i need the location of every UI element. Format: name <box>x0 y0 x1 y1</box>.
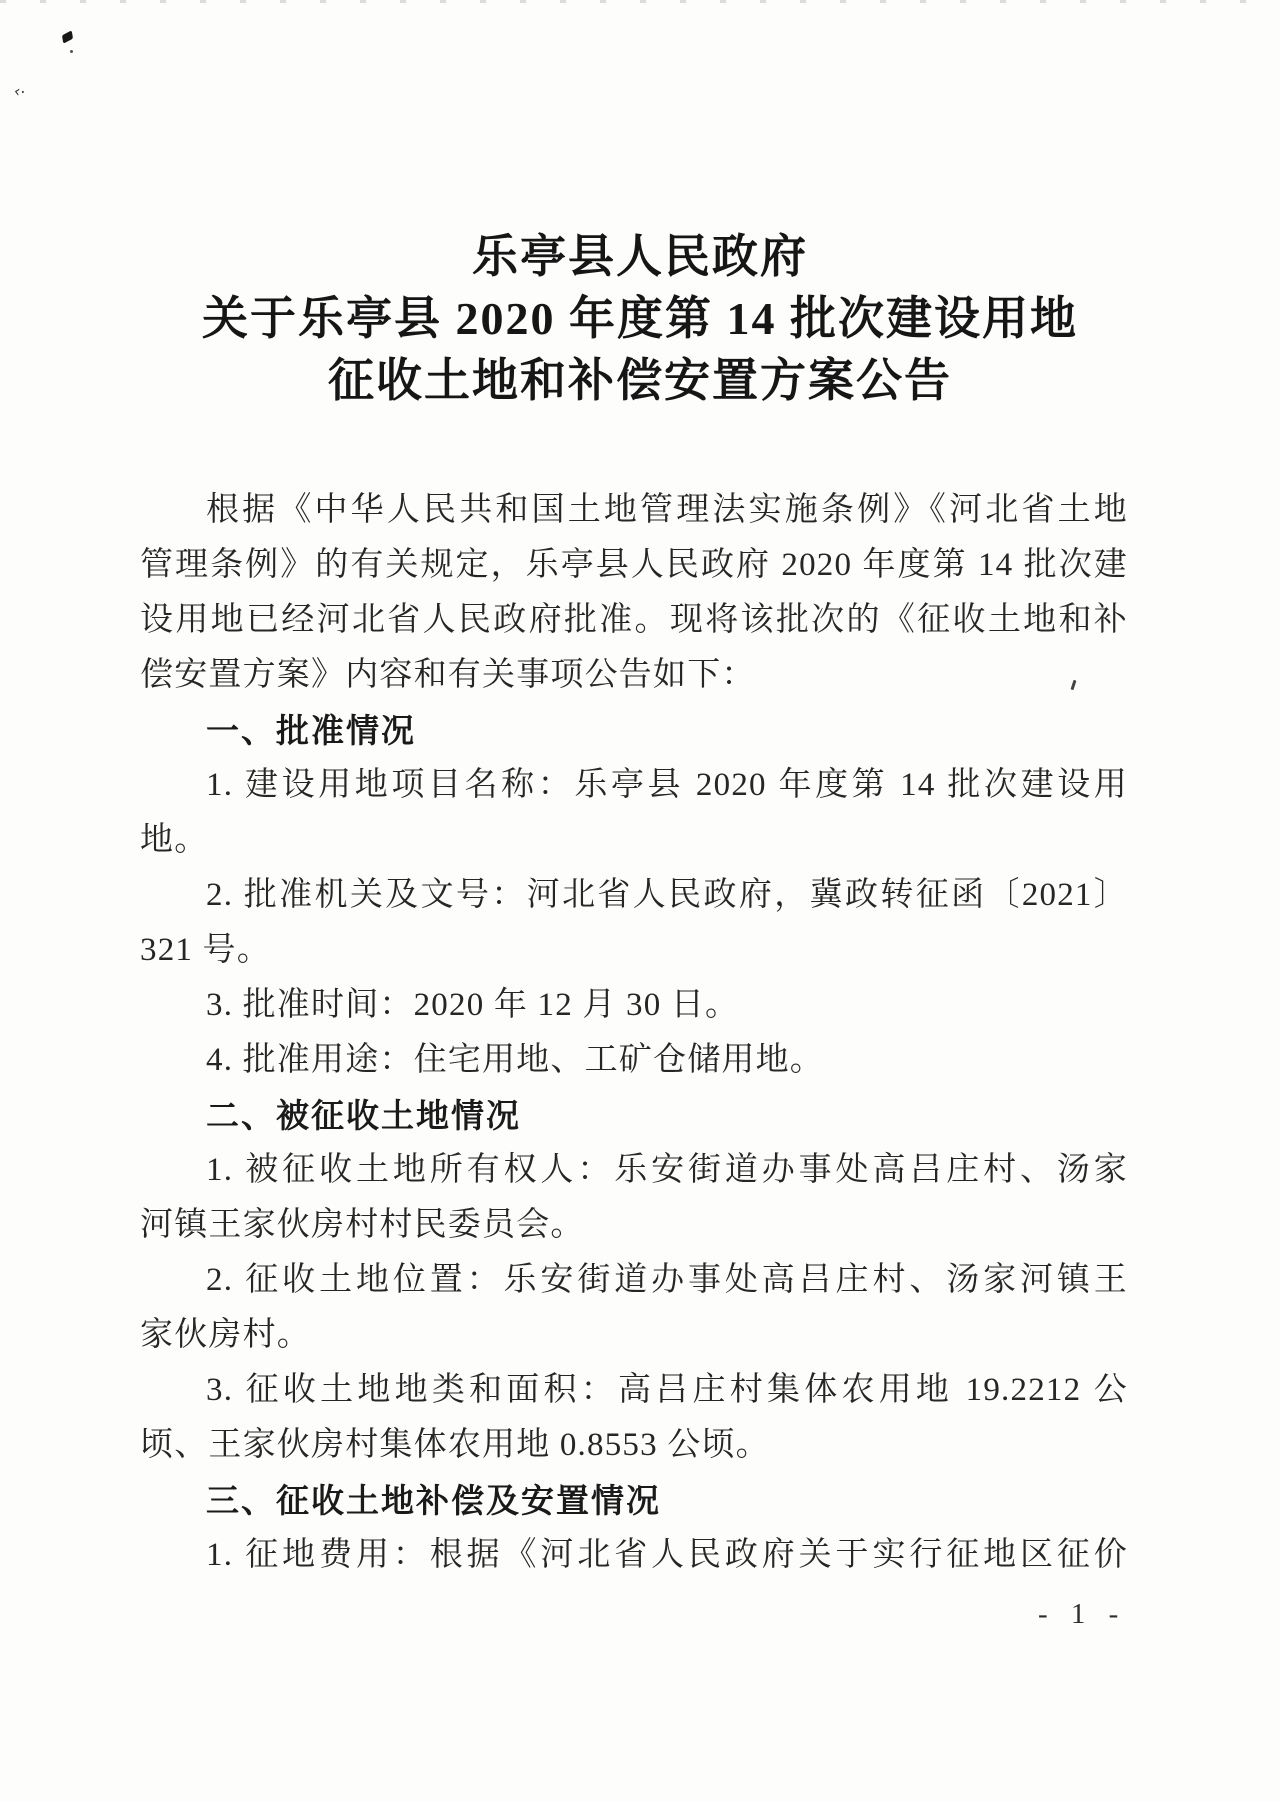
body-line: 河镇王家伙房村村民委员会。 <box>140 1207 585 1243</box>
body-line: 偿安置方案》内容和有关事项公告如下： <box>140 657 756 693</box>
title-line-1: 乐亭县人民政府 <box>472 231 808 282</box>
body-line: 2. 征收土地位置：乐安街道办事处高吕庄村、汤家河镇王 <box>206 1262 1128 1298</box>
body-line: 3. 批准时间：2020 年 12 月 30 日。 <box>206 987 740 1023</box>
document-title <box>0 226 1280 412</box>
scan-speck-icon <box>62 30 73 43</box>
body-heading-line: 二、被征收土地情况 <box>206 1097 521 1134</box>
body-text <box>140 483 1128 1583</box>
body-line: 家伙房村。 <box>140 1317 311 1353</box>
body-line: 设用地已经河北省人民政府批准。现将该批次的《征收土地和补 <box>140 602 1128 638</box>
scan-edge-artifact <box>0 0 1280 3</box>
scan-speck-icon <box>70 50 73 53</box>
body-line: 4. 批准用途：住宅用地、工矿仓储用地。 <box>206 1042 824 1078</box>
title-line-2: 关于乐亭县 2020 年度第 14 批次建设用地 <box>202 293 1078 344</box>
body-line: 1. 建设用地项目名称：乐亭县 2020 年度第 14 批次建设用 <box>206 767 1128 803</box>
body-line: 顷、王家伙房村集体农用地 0.8553 公顷。 <box>140 1427 770 1463</box>
body-line: 根据《中华人民共和国土地管理法实施条例》《河北省土地 <box>206 492 1128 528</box>
body-line: 3. 征收土地地类和面积：高吕庄村集体农用地 19.2212 公 <box>206 1372 1128 1408</box>
title-line-3: 征收土地和补偿安置方案公告 <box>328 355 952 406</box>
body-line: 1. 征地费用：根据《河北省人民政府关于实行征地区征价 <box>206 1537 1128 1573</box>
body-line: 321 号。 <box>140 932 271 968</box>
body-line: 2. 批准机关及文号：河北省人民政府，冀政转征函〔2021〕 <box>206 877 1128 913</box>
body-line: 1. 被征收土地所有权人：乐安街道办事处高吕庄村、汤家 <box>206 1152 1128 1188</box>
page-number: - 1 - <box>1038 1598 1127 1630</box>
body-line: 地。 <box>140 822 209 858</box>
body-line: 管理条例》的有关规定，乐亭县人民政府 2020 年度第 14 批次建 <box>140 547 1128 583</box>
scan-speck-icon: ‹· <box>12 81 28 102</box>
body-heading-line: 三、征收土地补偿及安置情况 <box>206 1482 661 1519</box>
body-heading-line: 一、批准情况 <box>206 712 416 749</box>
